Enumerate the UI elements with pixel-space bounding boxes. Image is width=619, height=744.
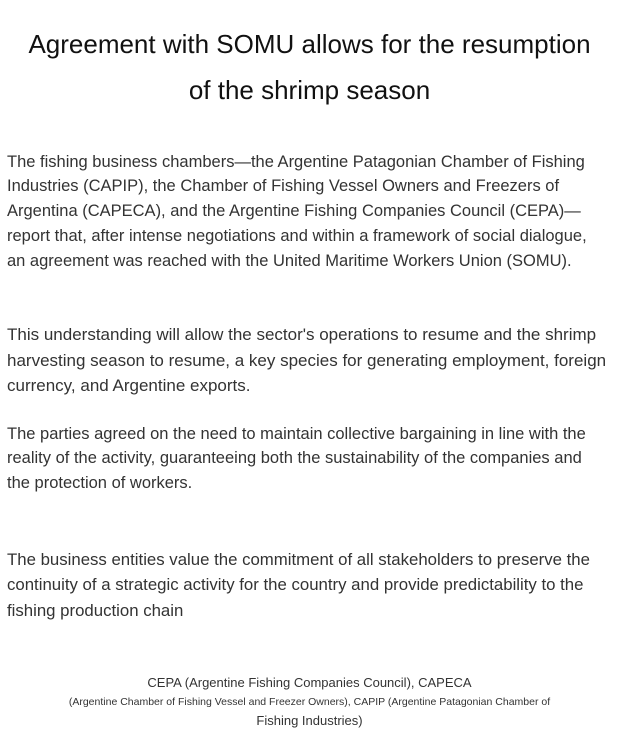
headline: Agreement with SOMU allows for the resumption of the shrimp season	[28, 29, 591, 106]
paragraph-agreement: The fishing business chambers—the Argentine Patagonian Chamber of Fishing Industries (CAPIP), the Chamber of Fishing Vessel Owners and Freezers of Argentina (CAPECA), and the Argentine Fishing Companies Council (CEPA)—report that, after intense negotiations and within a framework of social dialogue, an agreement was reached with the United Maritime Workers Union (SOMU).	[7, 152, 587, 270]
paragraph-collective-bargaining: The parties agreed on the need to maintain collective bargaining in line with the reality of the activity, guaranteeing both the sustainability of the companies and the protection of workers.	[7, 424, 586, 493]
paragraph-commitment: The business entities value the commitment of all stakeholders to preserve the continuity of a strategic activity for the country and provide predictability to the fishing production chain	[7, 549, 590, 620]
signatories-line-1: CEPA (Argentine Fishing Companies Council), CAPECA	[147, 675, 472, 690]
signatories-line-2: (Argentine Chamber of Fishing Vessel and Freezer Owners), CAPIP (Argentine Patagonian Chamber of	[68, 696, 551, 708]
signatories-line-3: Fishing Industries)	[256, 713, 363, 728]
paragraph-season-resumption: This understanding will allow the sector's operations to resume and the shrimp harvesting season to resume, a key species for generating employment, foreign currency, and Argentine exports.	[7, 325, 607, 395]
signatories	[20, 673, 599, 731]
